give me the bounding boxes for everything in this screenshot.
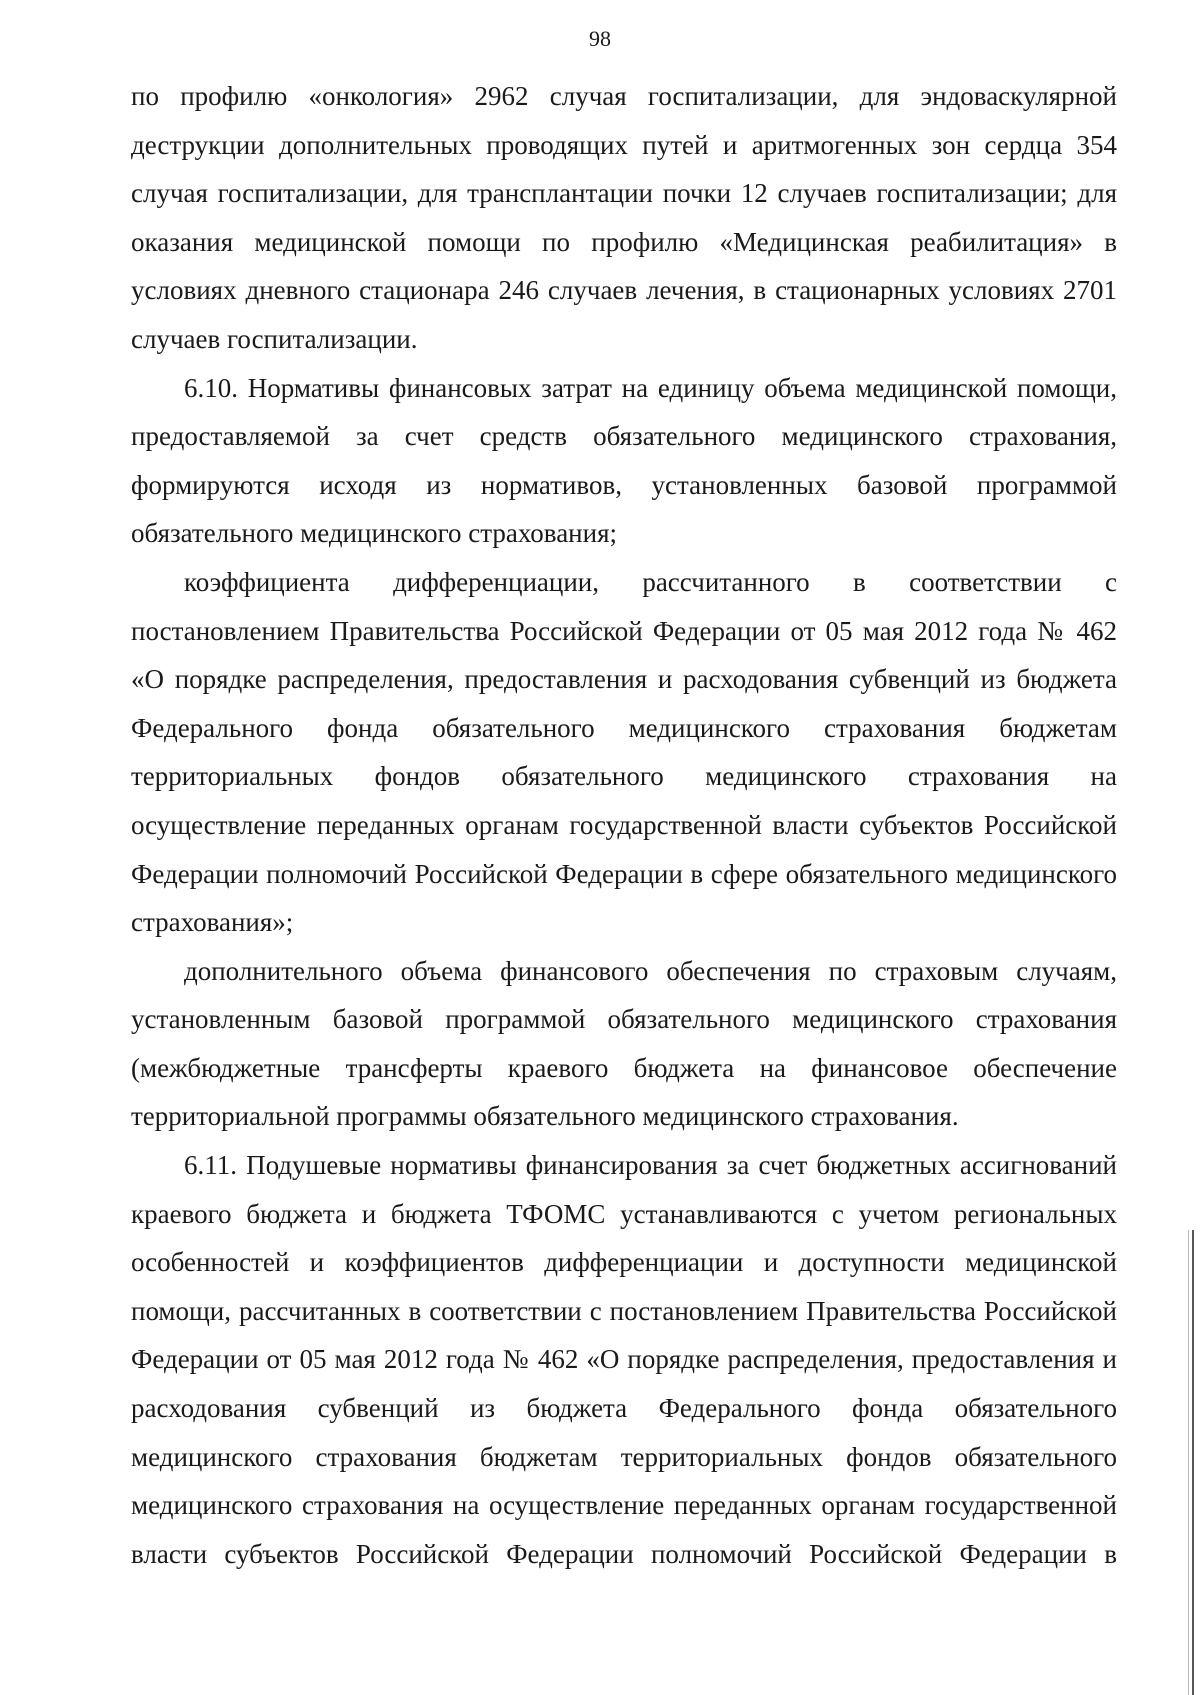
paragraph-additional-funding: дополнительного объема финансового обеспечения по страховым случаям, установленным базовой программой обязательного медицинского страхования (межбюджетные трансферты краевого бюджета на финансовое обеспечение территориальной программы обязательного медицинского страхования. (131, 955, 1117, 1132)
paragraph-oncology-cases: по профилю «онкология» 2962 случая госпитализации, для эндоваскулярной деструкции дополнительных проводящих путей и аритмогенных зон сердца 354 случая госпитализации, для трансплантации почки 12 случаев госпитализации; для оказания медицинской помощи по профилю «Медицинская реабилитация» в условиях дневного стационара 246 случаев лечения, в стационарных условиях 2701 случаев госпитализации. (131, 81, 1117, 354)
scan-edge-line (1192, 1230, 1194, 1695)
paragraph-differentiation-coefficient: коэффициента дифференциации, рассчитанного в соответствии с постановлением Правительства Российской Федерации от 05 мая 2012 года № 462 «О порядке распределения, предоставления и расходования субвенций из бюджета Федерального фонда обязательного медицинского страхования бюджетам территориальных фондов обязательного медицинского страхования на осуществление переданных органам государственной власти субъектов Российской Федерации полномочий Российской Федерации в сфере обязательного медицинского страхования»; (131, 566, 1117, 938)
document-body (131, 72, 1117, 1578)
paragraph-6-10-financial-norms: 6.10. Нормативы финансовых затрат на единицу объема медицинской помощи, предоставляемой за счет средств обязательного медицинского страхования, формируются исходя из нормативов, установленных базовой программой обязательного медицинского страхования; (131, 372, 1117, 549)
scan-edge-line-thin (1188, 1230, 1189, 1695)
paragraph-6-11-per-capita-norms: 6.11. Подушевые нормативы финансирования за счет бюджетных ассигнований краевого бюджета и бюджета ТФОМС устанавливаются с учетом региональных особенностей и коэффициентов дифференциации и доступности медицинской помощи, рассчитанных в соответствии с постановлением Правительства Российской Федерации от 05 мая 2012 года № 462 «О порядке распределения, предоставления и расходования субвенций из бюджета Федерального фонда обязательного медицинского страхования бюджетам территориальных фондов обязательного медицинского страхования на осуществление переданных органам государственной власти субъектов Российской Федерации полномочий Российской Федерации в (131, 1150, 1117, 1569)
page-number: 98 (589, 26, 611, 51)
